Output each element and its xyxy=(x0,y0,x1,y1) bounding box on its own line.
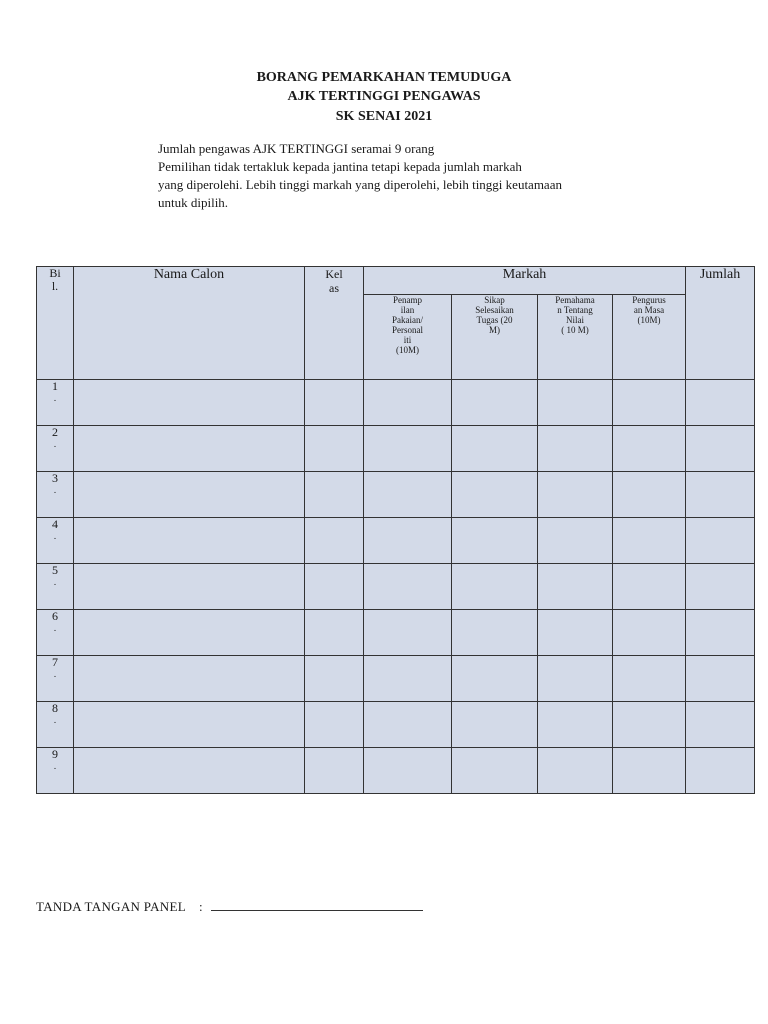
pengurusan-score-cell[interactable] xyxy=(613,380,686,426)
kelas-cell[interactable] xyxy=(305,380,364,426)
row-number xyxy=(37,518,74,564)
kelas-cell[interactable] xyxy=(305,748,364,794)
nama-calon-cell[interactable] xyxy=(74,702,305,748)
row-number-dot: . xyxy=(53,623,57,633)
criteria-line: Sikap xyxy=(484,295,505,305)
pemahaman-score-cell[interactable] xyxy=(538,610,613,656)
row-number-text: 8 xyxy=(52,701,58,715)
pemahaman-score-cell[interactable] xyxy=(538,564,613,610)
row-number-text: 5 xyxy=(52,563,58,577)
pemahaman-score-cell[interactable] xyxy=(538,472,613,518)
criteria-line: Tugas (20 xyxy=(476,315,513,325)
penampilan-score-cell[interactable] xyxy=(364,426,452,472)
row-number-dot: . xyxy=(53,531,57,541)
row-number-text: 9 xyxy=(52,747,58,761)
penampilan-score-cell[interactable] xyxy=(364,564,452,610)
header-criteria-pengurusan xyxy=(613,295,686,380)
row-number-dot: . xyxy=(53,715,57,725)
penampilan-score-cell[interactable] xyxy=(364,702,452,748)
jumlah-cell[interactable] xyxy=(686,380,755,426)
jumlah-cell[interactable] xyxy=(686,426,755,472)
pengurusan-score-cell[interactable] xyxy=(613,564,686,610)
header-kelas xyxy=(305,267,364,380)
checkbox-icon xyxy=(136,140,158,158)
pengurusan-score-cell[interactable] xyxy=(613,472,686,518)
penampilan-score-cell[interactable] xyxy=(364,472,452,518)
header-criteria-penampilan xyxy=(364,295,452,380)
header-jumlah: Jumlah xyxy=(686,267,755,380)
instructions-list xyxy=(136,140,656,212)
pemahaman-score-cell[interactable] xyxy=(538,380,613,426)
header-criteria-pemahaman xyxy=(538,295,613,380)
row-number xyxy=(37,748,74,794)
row-number-dot: . xyxy=(53,393,57,403)
sikap-score-cell[interactable] xyxy=(452,610,538,656)
row-number-text: 1 xyxy=(52,379,58,393)
pengurusan-score-cell[interactable] xyxy=(613,702,686,748)
jumlah-cell[interactable] xyxy=(686,702,755,748)
pemahaman-score-cell[interactable] xyxy=(538,748,613,794)
criteria-line: Selesaikan xyxy=(475,305,514,315)
nama-calon-cell[interactable] xyxy=(74,610,305,656)
row-number-text: 7 xyxy=(52,655,58,669)
jumlah-cell[interactable] xyxy=(686,610,755,656)
header-nama-calon: Nama Calon xyxy=(74,267,305,380)
jumlah-cell[interactable] xyxy=(686,656,755,702)
row-number-dot: . xyxy=(53,485,57,495)
row-number-dot: . xyxy=(53,439,57,449)
nama-calon-cell[interactable] xyxy=(74,564,305,610)
criteria-line: Pemahama xyxy=(555,295,595,305)
nama-calon-cell[interactable] xyxy=(74,426,305,472)
kelas-cell[interactable] xyxy=(305,610,364,656)
instruction-item xyxy=(136,158,656,176)
row-number-text: 3 xyxy=(52,471,58,485)
row-number xyxy=(37,426,74,472)
table-row xyxy=(37,380,755,426)
row-number-dot: . xyxy=(53,577,57,587)
header-bil-text: Bi xyxy=(49,266,61,280)
row-number xyxy=(37,656,74,702)
criteria-line: n Tentang xyxy=(557,305,593,315)
sikap-score-cell[interactable] xyxy=(452,656,538,702)
header-bil-text: l. xyxy=(51,279,59,293)
jumlah-cell[interactable] xyxy=(686,472,755,518)
table-row xyxy=(37,472,755,518)
instruction-item xyxy=(136,140,656,158)
pengurusan-score-cell[interactable] xyxy=(613,748,686,794)
sikap-score-cell[interactable] xyxy=(452,472,538,518)
sikap-score-cell[interactable] xyxy=(452,748,538,794)
form-title: BORANG PEMARKAHAN TEMUDUGA xyxy=(256,70,512,85)
scoring-table xyxy=(36,266,755,794)
kelas-cell[interactable] xyxy=(305,564,364,610)
instruction-text: Pemilihan tidak tertakluk kepada jantina tetapi kepada jumlah markah xyxy=(158,159,522,174)
row-number-text: 4 xyxy=(52,517,58,531)
row-number xyxy=(37,380,74,426)
row-number-dot: . xyxy=(53,669,57,679)
criteria-line: M) xyxy=(489,325,500,335)
pemahaman-score-cell[interactable] xyxy=(538,518,613,564)
kelas-cell[interactable] xyxy=(305,426,364,472)
row-number xyxy=(37,702,74,748)
kelas-cell[interactable] xyxy=(305,702,364,748)
header-kelas-text: Kel xyxy=(325,267,343,281)
kelas-cell[interactable] xyxy=(305,518,364,564)
header-markah: Markah xyxy=(364,267,686,295)
jumlah-cell[interactable] xyxy=(686,564,755,610)
header-kelas-text: as xyxy=(329,281,339,295)
header-bil xyxy=(37,267,74,380)
kelas-cell[interactable] xyxy=(305,472,364,518)
row-number xyxy=(37,564,74,610)
row-number-text: 6 xyxy=(52,609,58,623)
table-row xyxy=(37,748,755,794)
criteria-line: Pengurus xyxy=(632,295,666,305)
sikap-score-cell[interactable] xyxy=(452,426,538,472)
signature-separator: : xyxy=(199,899,203,914)
instruction-continuation: untuk dipilih. xyxy=(158,195,229,210)
criteria-line: ( 10 M) xyxy=(561,325,589,335)
pemahaman-score-cell[interactable] xyxy=(538,426,613,472)
instruction-text: Jumlah pengawas AJK TERTINGGI seramai 9 orang xyxy=(158,141,435,156)
jumlah-cell[interactable] xyxy=(686,748,755,794)
sikap-score-cell[interactable] xyxy=(452,702,538,748)
criteria-line: (10M) xyxy=(637,315,661,325)
penampilan-score-cell[interactable] xyxy=(364,748,452,794)
form-school-year: SK SENAI 2021 xyxy=(335,109,433,124)
nama-calon-cell[interactable] xyxy=(74,472,305,518)
penampilan-score-cell[interactable] xyxy=(364,518,452,564)
row-number xyxy=(37,472,74,518)
pengurusan-score-cell[interactable] xyxy=(613,518,686,564)
nama-calon-cell[interactable] xyxy=(74,748,305,794)
form-subtitle: AJK TERTINGGI PENGAWAS xyxy=(287,89,481,104)
kelas-cell[interactable] xyxy=(305,656,364,702)
criteria-line: Pakaian/ xyxy=(392,315,423,325)
jumlah-cell[interactable] xyxy=(686,518,755,564)
signature-label: TANDA TANGAN PANEL xyxy=(36,899,186,914)
row-number xyxy=(37,610,74,656)
pengurusan-score-cell[interactable] xyxy=(613,426,686,472)
table-row xyxy=(37,610,755,656)
nama-calon-cell[interactable] xyxy=(74,380,305,426)
pemahaman-score-cell[interactable] xyxy=(538,656,613,702)
table-row xyxy=(37,426,755,472)
sikap-score-cell[interactable] xyxy=(452,380,538,426)
penampilan-score-cell[interactable] xyxy=(364,380,452,426)
penampilan-score-cell[interactable] xyxy=(364,610,452,656)
row-number-text: 2 xyxy=(52,425,58,439)
criteria-line: (10M) xyxy=(396,345,419,355)
pengurusan-score-cell[interactable] xyxy=(613,656,686,702)
signature-line xyxy=(36,898,423,915)
nama-calon-cell[interactable] xyxy=(74,656,305,702)
signature-field[interactable] xyxy=(211,898,423,911)
sikap-score-cell[interactable] xyxy=(452,518,538,564)
checkbox-icon xyxy=(136,158,158,176)
criteria-line: ilan xyxy=(400,305,415,315)
criteria-line: iti xyxy=(403,335,412,345)
criteria-line: Penamp xyxy=(393,295,422,305)
penampilan-score-cell[interactable] xyxy=(364,656,452,702)
table-row xyxy=(37,656,755,702)
pengurusan-score-cell[interactable] xyxy=(613,610,686,656)
row-number-dot: . xyxy=(53,761,57,771)
sikap-score-cell[interactable] xyxy=(452,564,538,610)
pemahaman-score-cell[interactable] xyxy=(538,702,613,748)
criteria-line: an Masa xyxy=(633,305,665,315)
table-row xyxy=(37,518,755,564)
header-criteria-sikap xyxy=(452,295,538,380)
table-row xyxy=(37,564,755,610)
nama-calon-cell[interactable] xyxy=(74,518,305,564)
criteria-line: Personal xyxy=(392,325,423,335)
criteria-line: Nilai xyxy=(566,315,584,325)
instruction-continuation: yang diperolehi. Lebih tinggi markah yang diperolehi, lebih tinggi keutamaan xyxy=(158,177,562,192)
table-row xyxy=(37,702,755,748)
